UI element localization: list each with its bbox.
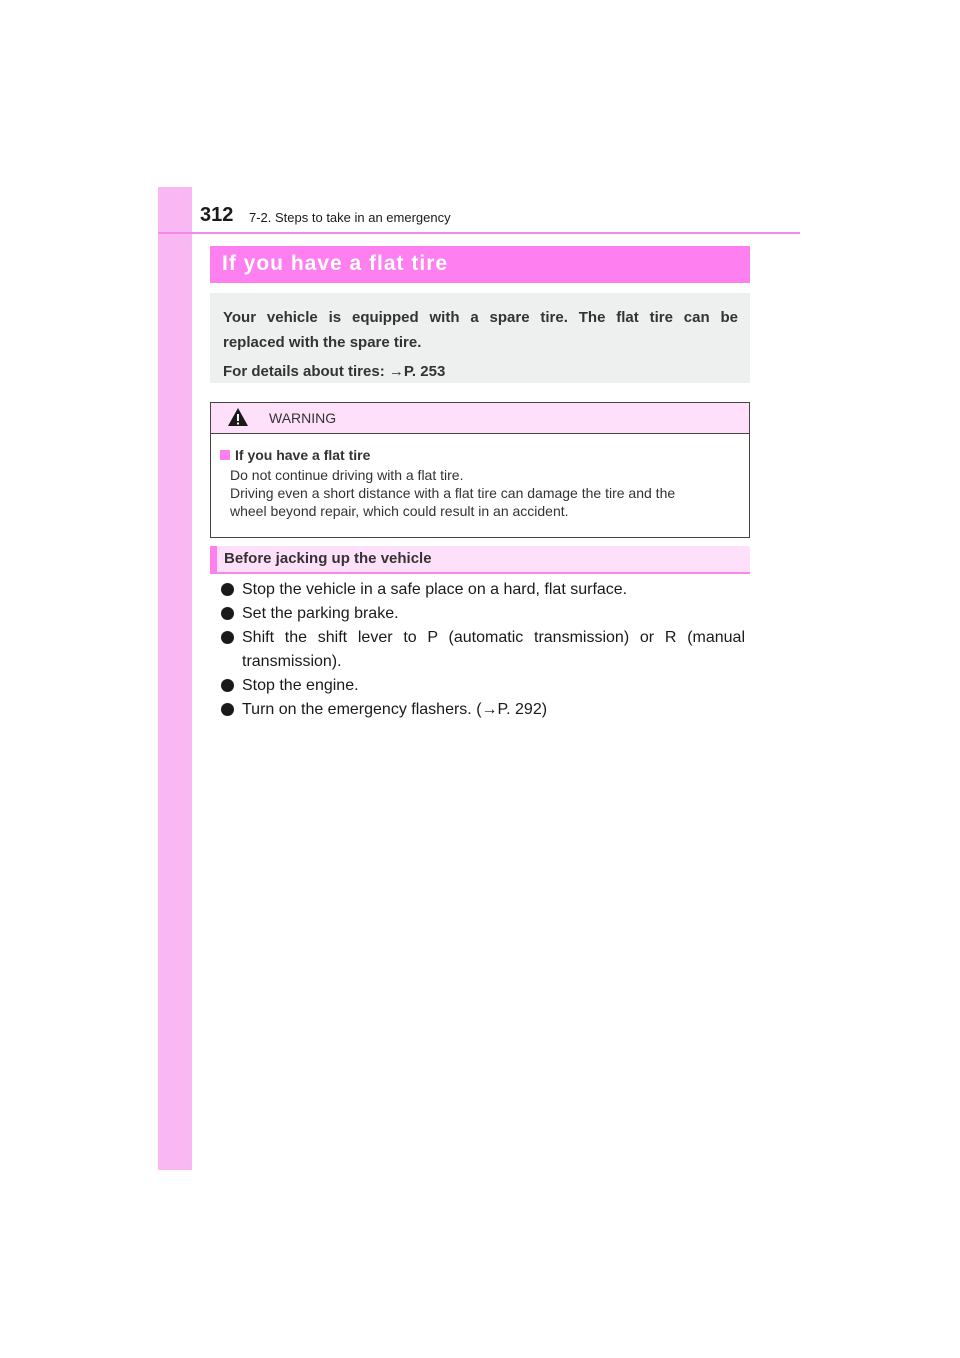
warning-line-3: wheel beyond repair, which could result in an accident. [230,503,569,519]
step-text: Stop the engine. [242,677,359,694]
bullet-icon [221,679,234,692]
warning-label: WARNING [269,410,337,426]
intro-reference: For details about tires: →P. 253 [223,363,446,380]
warning-box [210,402,750,538]
list-item [221,674,745,698]
square-bullet-icon [220,450,230,460]
intro-line-2: replaced with the spare tire. [223,334,422,351]
bullet-icon [221,583,234,596]
step-text: Shift the shift lever to P (automatic transmission) or R (manual [242,629,745,646]
step-text-continued: transmission). [242,653,342,670]
step-text: Stop the vehicle in a safe place on a hard, flat surface. [242,581,628,598]
bullet-icon [221,607,234,620]
page-number: 312 [200,204,234,226]
section-path: 7-2. Steps to take in an emergency [249,210,451,225]
step-text: Turn on the emergency flashers. (→P. 292) [242,701,548,718]
list-item [221,626,745,674]
warning-item-title-row [220,447,740,463]
subsection-title: Before jacking up the vehicle [224,550,432,567]
warning-body [211,434,749,520]
subsection-header [210,546,750,574]
list-item [221,602,745,626]
title-bar [210,246,750,283]
step-list [221,578,745,722]
bullet-icon [221,703,234,716]
list-item [221,578,745,602]
warning-header [211,403,749,434]
side-strip [158,187,192,1170]
step-text: Set the parking brake. [242,605,399,622]
intro-line-1: Your vehicle is equipped with a spare tire. The flat tire can be [223,309,738,326]
warning-line-2: Driving even a short distance with a flat tire can damage the tire and the [230,485,676,501]
bullet-icon [221,631,234,644]
warning-text [230,466,740,520]
list-item [221,698,745,722]
warning-item-title: If you have a flat tire [235,447,371,463]
header-rule [158,232,800,234]
subsection-accent [210,546,217,574]
intro-box [210,293,750,383]
warning-triangle-icon [227,407,249,427]
page-title: If you have a flat tire [222,252,449,275]
warning-line-1: Do not continue driving with a flat tire. [230,467,464,483]
